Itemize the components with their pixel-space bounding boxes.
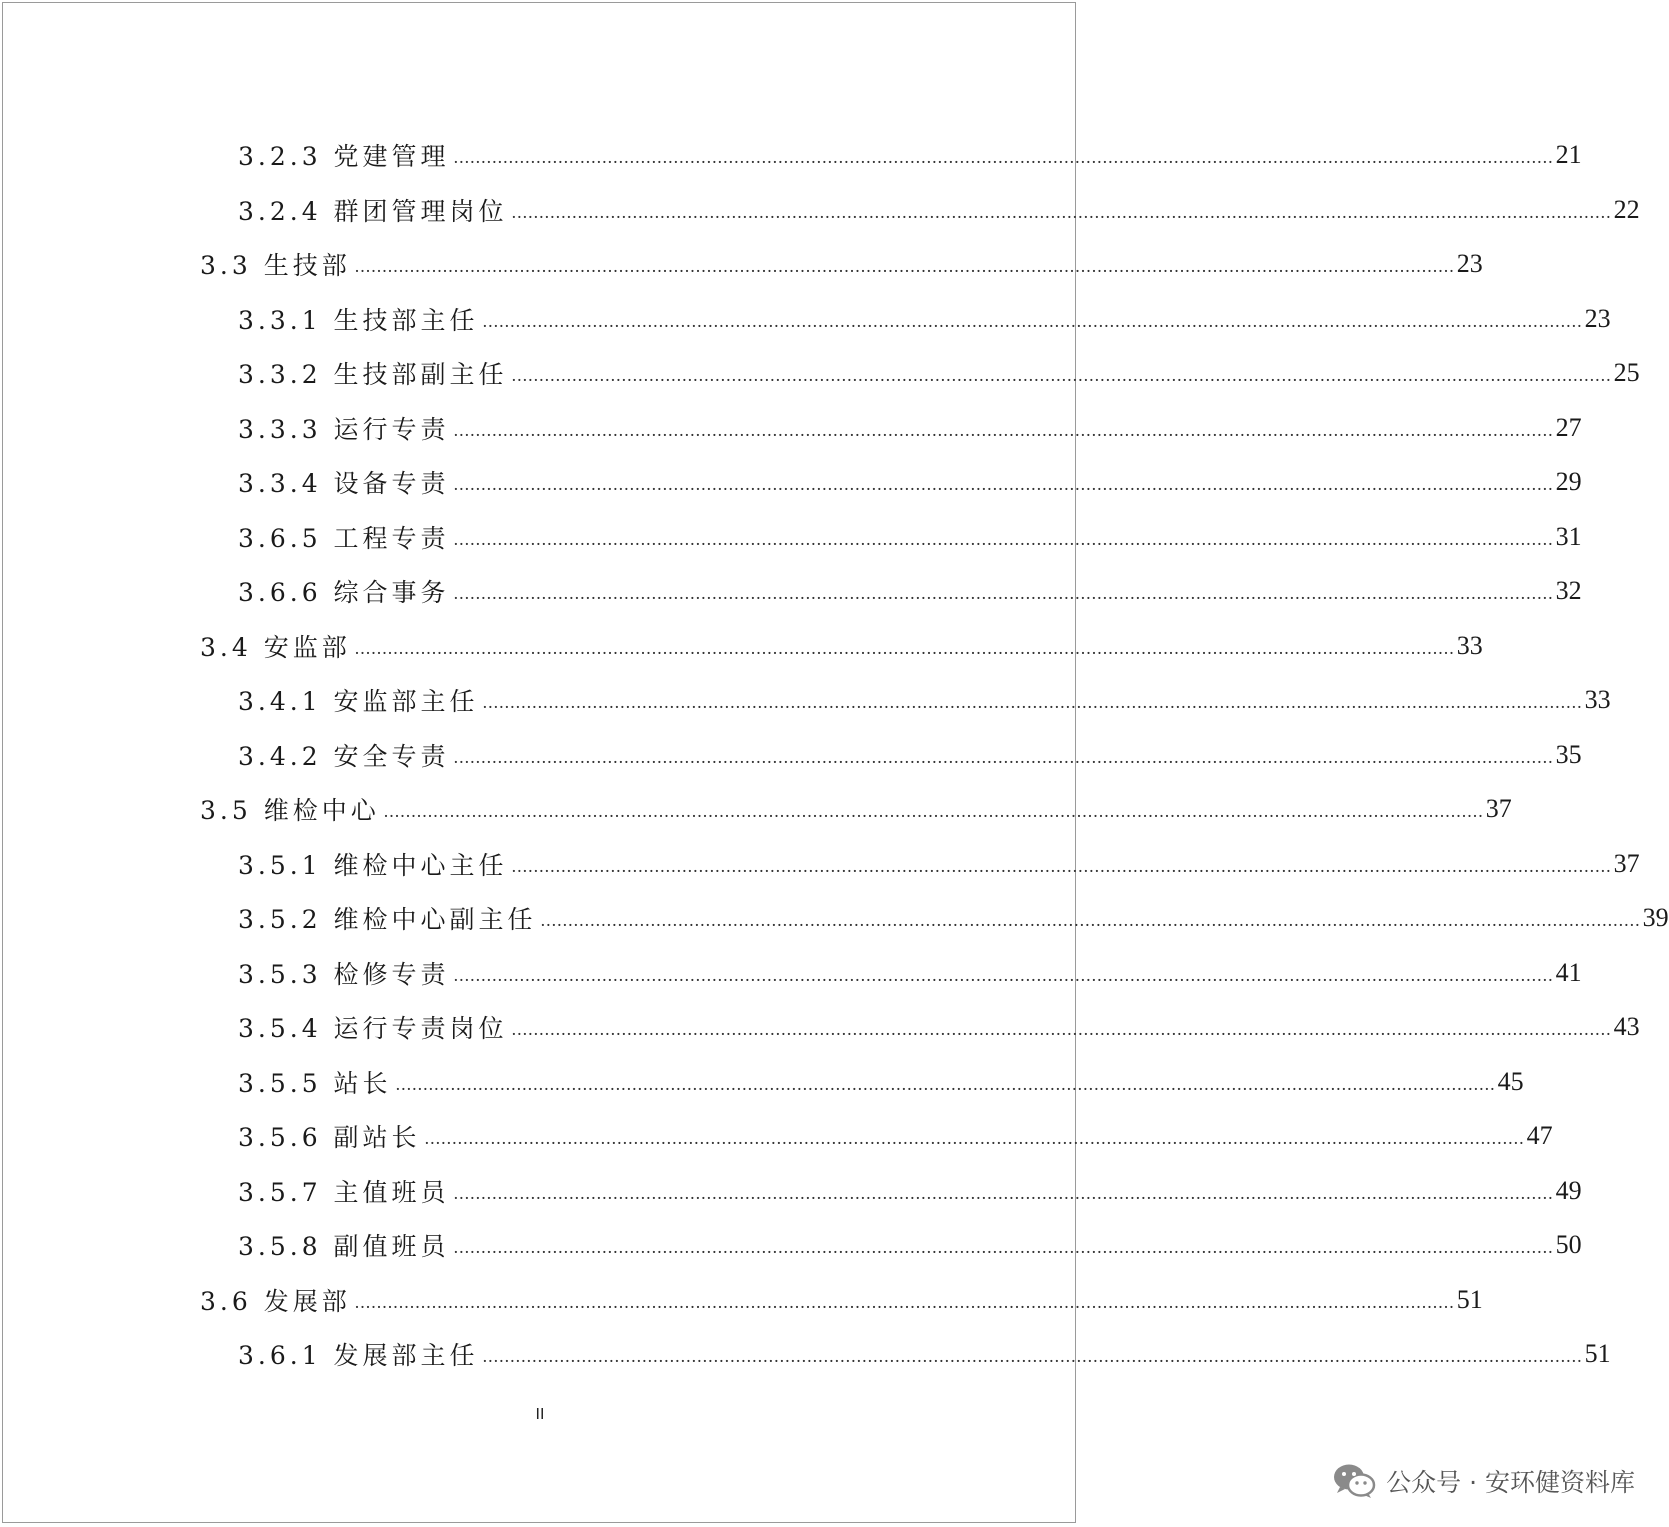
dot-leader: ........................................................................................................................................................................................................ (383, 801, 1484, 821)
toc-entry-page: 21 (1555, 140, 1582, 169)
dot-leader: ........................................................................................................................................................................................................ (424, 1128, 1525, 1148)
toc-entry[interactable] (238, 1055, 1524, 1109)
toc-entry-title: 3.3.4 设备专责 (238, 469, 450, 498)
toc-entry[interactable] (238, 455, 1582, 509)
toc-entry[interactable] (238, 1164, 1582, 1218)
toc-entry[interactable] (200, 619, 1483, 673)
toc-entry-title: 3.3 生技部 (200, 251, 351, 280)
toc-entry-title: 3.5.8 副值班员 (238, 1232, 450, 1261)
dot-leader: ........................................................................................................................................................................................................ (453, 1237, 1554, 1257)
toc-entry-title: 3.3.3 运行专责 (238, 414, 450, 444)
dot-leader: ........................................................................................................................................................................................................ (453, 528, 1554, 549)
dot-leader: ........................................................................................................................................................................................................ (453, 147, 1554, 167)
toc-entry-page: 35 (1555, 739, 1582, 769)
toc-entry-title: 3.5.4 运行专责岗位 (238, 1014, 508, 1043)
toc-entry-page: 41 (1555, 957, 1582, 987)
toc-entry[interactable] (238, 183, 1640, 237)
toc-entry[interactable] (238, 891, 1669, 945)
toc-entry-title: 3.3.1 生技部主任 (238, 305, 479, 335)
toc-entry[interactable] (238, 1000, 1640, 1054)
toc-entry-page: 31 (1555, 521, 1582, 551)
dot-leader: ........................................................................................................................................................................................................ (511, 855, 1612, 876)
toc-entry-title: 3.6 发展部 (200, 1286, 351, 1316)
dot-leader: ........................................................................................................................................................................................................ (453, 474, 1554, 494)
toc-entry-page: 45 (1497, 1066, 1524, 1096)
toc-entry[interactable] (238, 510, 1582, 564)
toc-entry[interactable] (238, 401, 1582, 455)
dot-leader: ........................................................................................................................................................................................................ (482, 692, 1583, 712)
toc-entry-page: 51 (1584, 1339, 1611, 1368)
dot-leader: ........................................................................................................................................................................................................ (453, 1182, 1554, 1203)
watermark (1332, 1462, 1635, 1500)
toc-entry[interactable] (200, 1273, 1483, 1327)
toc-entry-title: 3.5.5 站长 (238, 1068, 392, 1098)
dot-leader: ........................................................................................................................................................................................................ (540, 910, 1641, 930)
toc-entry-title: 3.6.6 综合事务 (238, 578, 450, 607)
toc-entry-title: 3.6.5 工程专责 (238, 523, 450, 553)
toc-entry[interactable] (200, 782, 1512, 836)
toc-entry-title: 3.5.2 维检中心副主任 (238, 905, 537, 934)
toc-entry-title: 3.5.6 副站长 (238, 1123, 421, 1152)
toc-entry[interactable] (238, 564, 1582, 618)
page-number: II (535, 1406, 545, 1423)
toc-entry-page: 47 (1526, 1121, 1553, 1150)
toc-entry-page: 50 (1555, 1230, 1582, 1259)
dot-leader: ........................................................................................................................................................................................................ (511, 1019, 1612, 1039)
dot-leader: ........................................................................................................................................................................................................ (482, 1346, 1583, 1366)
toc-entry[interactable] (238, 128, 1582, 182)
toc-entry-title: 3.6.1 发展部主任 (238, 1341, 479, 1370)
toc-entry-title: 3.5.1 维检中心主任 (238, 850, 508, 880)
toc-entry-page: 51 (1456, 1284, 1483, 1314)
dot-leader: ........................................................................................................................................................................................................ (453, 746, 1554, 767)
toc-entry[interactable] (238, 1327, 1611, 1381)
toc-entry-page: 49 (1555, 1175, 1582, 1205)
toc-entry-title: 3.4.2 安全专责 (238, 741, 450, 771)
toc-entry-title: 3.4 安监部 (200, 632, 351, 662)
dot-leader: ........................................................................................................................................................................................................ (482, 310, 1583, 331)
toc-entry[interactable] (238, 1218, 1582, 1272)
toc-entry-title: 3.4.1 安监部主任 (238, 687, 479, 716)
dot-leader: ........................................................................................................................................................................................................ (354, 256, 1455, 276)
toc-entry-title: 3.5.3 检修专责 (238, 959, 450, 989)
toc-entry-page: 33 (1456, 630, 1483, 660)
toc-entry-page: 27 (1555, 412, 1582, 442)
toc-entry-title: 3.2.3 党建管理 (238, 142, 450, 171)
toc-entry-title: 3.5 维检中心 (200, 796, 380, 825)
toc-entry-title: 3.3.2 生技部副主任 (238, 360, 508, 389)
dot-leader: ........................................................................................................................................................................................................ (395, 1073, 1496, 1094)
toc-entry-page: 33 (1584, 685, 1611, 714)
toc-entry-page: 37 (1613, 848, 1640, 878)
toc-entry-page: 23 (1456, 249, 1483, 278)
toc-entry-page: 43 (1613, 1012, 1640, 1041)
toc-entry-page: 39 (1642, 903, 1669, 932)
toc-entry[interactable] (238, 1109, 1553, 1163)
toc-entry-title: 3.5.7 主值班员 (238, 1177, 450, 1207)
wechat-icon (1332, 1462, 1376, 1500)
toc-entry-page: 25 (1613, 358, 1640, 387)
toc-entry[interactable] (238, 673, 1611, 727)
toc-entry-page: 32 (1555, 576, 1582, 605)
dot-leader: ........................................................................................................................................................................................................ (453, 964, 1554, 985)
dot-leader: ........................................................................................................................................................................................................ (453, 583, 1554, 603)
toc-entry[interactable] (238, 346, 1640, 400)
toc-entry[interactable] (238, 728, 1582, 782)
watermark-text: 公众号 · 安环健资料库 (1386, 1468, 1635, 1497)
toc-entry[interactable] (238, 946, 1582, 1000)
dot-leader: ........................................................................................................................................................................................................ (354, 1291, 1455, 1312)
toc-entry[interactable] (200, 237, 1483, 291)
dot-leader: ........................................................................................................................................................................................................ (511, 365, 1612, 385)
toc-entry-page: 37 (1485, 794, 1512, 823)
dot-leader: ........................................................................................................................................................................................................ (453, 419, 1554, 440)
toc-entry-title: 3.2.4 群团管理岗位 (238, 196, 508, 226)
toc-entry[interactable] (238, 837, 1640, 891)
toc-entry-page: 29 (1555, 467, 1582, 496)
toc-entry-page: 22 (1613, 194, 1640, 224)
dot-leader: ........................................................................................................................................................................................................ (511, 201, 1612, 222)
toc-entry[interactable] (238, 292, 1611, 346)
dot-leader: ........................................................................................................................................................................................................ (354, 637, 1455, 658)
toc-entry-page: 23 (1584, 303, 1611, 333)
